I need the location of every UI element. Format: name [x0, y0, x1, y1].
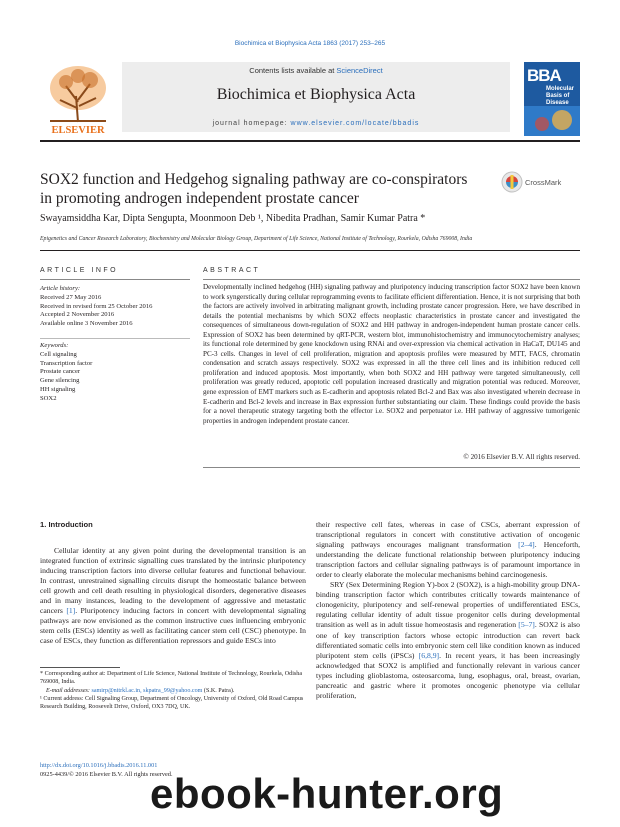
footnotes	[40, 670, 306, 711]
keyword: Gene silencing	[40, 377, 80, 385]
abstract-body: Developmentally inclined hedgehog (HH) signaling pathway and pluripotency inducing transcription factor SOX2 have been known to work syngerstically during cellular reprogramming events to facilitate efficient differentiation. Hence, it is not surprising that both the factors are actively involved in arbitrating malignant growth, including prostate cancer progression. Here, we have described in details the potential mechanisms by which SOX2 effects neoplastic characteristics in prostate cancer and investigated the consequences of simultaneous down-regulation of SOX2 and HH pathway in androgen-independent human prostate cancer cells. Expression of SOX2 has been determined by qRT-PCR, western blot, immunohistochemistry and immunocytochemistry analyses; its functional role determined by gene knockdown using RNAi and over-expression via chemical activation in HaCaT, DU145 and PC-3 cells. Changes in level of cell proliferation, migration and apoptosis profiles were measured by MTT, FACS, chromatin condensation and scratch assays respectively. SOX2 was expressed in all the three cell lines and its inhibition reduced cell proliferation and induced apoptosis. Most importantly, when both SOX2 and HH pathway were targeted simultaneously, cell proliferation was greatly reduced, apoptotic cell population increased drastically and migration potential was reduced. Moreover, gene expression of EMT markers such as E-cadherin and apoptosis related Bcl-2 and Bax was also investigated wherein decrease in E-cadherin and Bcl-2 levels and increase in Bax expression further substantiating our claim. These findings could provide the basis for a novel therapeutic strategy targeting both the effector i.e. SOX2 and perpetuator i.e. HH pathway of aggressive tumorigenic properties in androgen independent prostate cancer.	[203, 283, 580, 425]
journal-citation[interactable]: Biochimica et Biophysica Acta 1863 (2017) 253–265	[234, 40, 386, 47]
keywords-list	[40, 342, 190, 404]
history-online: Available online 3 November 2016	[40, 320, 133, 328]
doi-link[interactable]: http://dx.doi.org/10.1016/j.bbadis.2016.11.001	[40, 762, 158, 769]
introduction-heading: 1. Introduction	[40, 520, 93, 529]
current-address-note: ¹ Current address: Cell Signaling Group, Department of Oncology, University of Oxford, Old Road Campus Research Building, Roosevelt Drive, Oxford, OX3 7DQ, UK.	[40, 695, 304, 711]
email-label: E-mail addresses:	[46, 687, 92, 694]
article-title: SOX2 function and Hedgehog signaling pathway are co-conspirators in promoting androgen independent prostate cancer	[40, 171, 468, 207]
keywords-rule	[40, 338, 190, 339]
abstract-end-rule	[203, 467, 580, 468]
email-links[interactable]: samirp@nitrkl.ac.in, skpatra_99@yahoo.com	[91, 687, 203, 694]
history-accepted: Accepted 2 November 2016	[40, 311, 115, 319]
body-column-right	[316, 520, 580, 701]
homepage-prefix: journal homepage:	[212, 120, 291, 127]
text-run: their respective cell fates, whereas in case of CSCs, aberrant expression of transcriptional regulators in concert with constitutive activation of oncogenic signaling pathways encourages malignant transformation	[316, 520, 580, 550]
keywords-label: Keywords:	[40, 342, 69, 349]
intro-paragraph-2	[316, 580, 580, 701]
history-received: Received 27 May 2016	[40, 293, 102, 301]
article-info-heading: ARTICLE INFO	[40, 267, 119, 274]
reference-link[interactable]: [6,8,9]	[418, 650, 440, 660]
intro-paragraph-1	[40, 546, 306, 646]
header-rule	[40, 140, 580, 142]
keyword: SOX2	[40, 394, 57, 402]
footnote-rule	[40, 667, 120, 668]
author-affiliation: Epigenetics and Cancer Research Laboratory, Biochemistry and Molecular Biology Group, Department of Life Science, National Institute of Technology, Rourkela, Odisha 769008, India	[40, 236, 473, 242]
article-history	[40, 285, 190, 329]
issn-line: 0925-4439/© 2016 Elsevier B.V. All rights reserved.	[40, 770, 173, 778]
abstract-heading: ABSTRACT	[203, 267, 261, 274]
watermark-text: ebook-hunter.org	[150, 770, 504, 817]
journal-banner	[122, 62, 510, 132]
abstract-copyright: © 2016 Elsevier B.V. All rights reserved.	[463, 453, 580, 461]
info-rule	[40, 279, 190, 280]
intro-paragraph-1-cont	[316, 520, 580, 580]
crossmark-label: CrossMark	[525, 178, 562, 187]
contents-prefix: Contents lists available at	[249, 66, 337, 75]
keyword: Prostate cancer	[40, 368, 81, 376]
keyword: Cell signaling	[40, 350, 77, 358]
email-note	[40, 687, 306, 695]
body-column-left	[40, 520, 306, 646]
text-run: SRY (Sex Determining Region Y)-box 2 (SOX2), is a high-mobility group DNA-binding transcription factor which contributes critically towards maintenance of clonogenicity, pluripotency and self-renewal properties of undifferentiated ESCs, regulating cellular identity of adult tissue progenitor cells during developmental transition as well as in adult tissue homeostasis and regeneration	[316, 580, 580, 630]
reference-link[interactable]: [5–7]	[518, 620, 535, 630]
text-run: . SOX2 is also one of key transcription factors whose ectopic introduction can revert back differentiated somatic cells into embryonic stem cell like condition known as induced pluripotent stem cells (iPSCs)	[316, 620, 580, 660]
keyword: Transcription factor	[40, 359, 93, 367]
author-list: Swayamsiddha Kar, Dipta Sengupta, Moonmoon Deb ¹, Nibedita Pradhan, Samir Kumar Patra *	[40, 213, 426, 224]
reference-link[interactable]: [2–4]	[518, 540, 535, 550]
corresponding-author-note: * Corresponding author at: Department of Life Science, National Institute of Technology, Rourkela, Odisha 769008, India.	[40, 671, 303, 686]
cover-bba-text: BBA	[527, 66, 561, 85]
text-run: Cellular identity at any given point during the developmental transition is an integrated function of extrinsic signalling cues translated by the intrinsic pluripotency inducing transcription factors into diverse cellular features and functional behaviour. In contrast, unrestrained signalling circuits disrupt the homeostatic balance between cell growth and cell death resulting in physiological disorders, degenerative diseases and in many instances, leading to the development of aggressive and metastatic cancers	[40, 546, 306, 616]
crossmark-badge[interactable]	[500, 170, 580, 194]
text-run: . In recent years, it has been increasingly acknowledged that SOX2 is amplified and functionally relevant in various cancer types including glioblastoma, osteosarcoma, lung, esophagus, oral, breast, ovarian, pancreatic and gastric where it promotes oncogenic phenotype via cellular proliferation,	[316, 650, 580, 700]
elsevier-wordmark: ELSEVIER	[51, 125, 105, 136]
elsevier-tree-logo	[42, 62, 114, 136]
history-label: Article history:	[40, 285, 81, 292]
homepage-link[interactable]: www.elsevier.com/locate/bbadis	[290, 120, 420, 127]
journal-homepage	[122, 120, 510, 127]
contents-line	[122, 66, 510, 75]
text-run: . Pluripotency inducing factors in concert with developmental signaling pathways are now envisioned as the common instructive cues influencing embryonic stem cells (ESCs) identity as well as facilitating cancer stem cell (CSC) phenotype. In case of ESCs, they function as differentiation repressors and guide ESCs into	[40, 606, 306, 646]
bba-cover-image	[524, 62, 580, 136]
keyword: HH signaling	[40, 385, 76, 393]
journal-masthead	[40, 62, 580, 138]
sciencedirect-link[interactable]: ScienceDirect	[336, 66, 383, 75]
journal-title: Biochimica et Biophysica Acta	[216, 86, 416, 103]
reference-link[interactable]: [1]	[66, 606, 76, 616]
section-rule	[40, 250, 580, 251]
history-revised: Received in revised form 25 October 2016	[40, 302, 153, 310]
cover-subtitle: Molecular Basis of Disease	[546, 86, 575, 106]
email-suffix: (S.K. Patra).	[202, 687, 235, 694]
abstract-rule	[203, 279, 580, 280]
text-run: . Henceforth, understanding the delicate functional relationship between pluripotency inducing transcription factors and cellular signaling pathways is of paramount importance in order to clearly elaborate the molecular mechanisms behind carcinogenesis.	[316, 540, 580, 580]
